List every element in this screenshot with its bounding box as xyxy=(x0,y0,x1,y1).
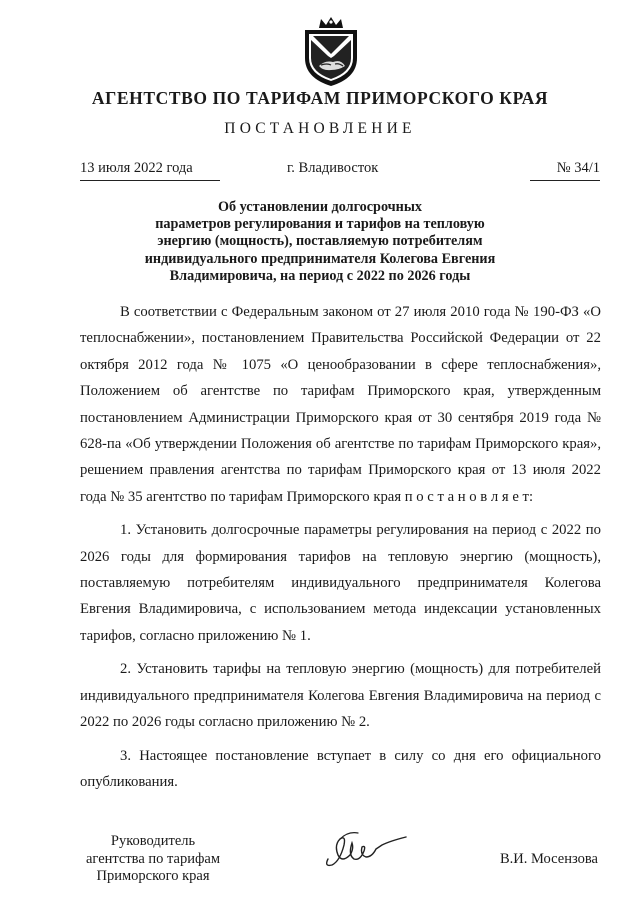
title-line: Об установлении долгосрочных xyxy=(217,199,423,215)
signatory-position xyxy=(83,833,223,886)
title-line: индивидуального предпринимателя Колегова Евгения xyxy=(144,250,496,267)
document-date: 13 июля 2022 года xyxy=(80,160,220,181)
signatory-name: В.И. Мосензова xyxy=(500,851,598,867)
title-line: Владимировича, на период с 2022 по 2026 годы xyxy=(169,267,471,284)
position-line: Руководитель xyxy=(110,833,196,849)
document-title xyxy=(120,199,520,285)
position-line: агентства по тарифам xyxy=(86,850,220,867)
document-number: № 34/1 xyxy=(530,160,600,181)
document-city: г. Владивосток xyxy=(287,160,379,176)
resolution-item-2: 2. Установить тарифы на тепловую энергию (мощность) для потребителей индивидуального предпринимателя Колегова Евгения Владимировича на период с 2022 по 2026 годы согласно приложению № 2. xyxy=(80,661,601,731)
agency-name: АГЕНТСТВО ПО ТАРИФАМ ПРИМОРСКОГО КРАЯ xyxy=(91,88,549,108)
resolution-item-1: 1. Установить долгосрочные параметры регулирования на период с 2022 по 2026 годы для формирования тарифов на тепловую энергию (мощность), поставляемую потребителям индивидуального предпринимателя Колегова Евгения Владимировича, с использованием метода индексации установленных тарифов, согласно приложению № 1. xyxy=(80,522,601,644)
coat-of-arms-icon xyxy=(301,14,361,88)
document-body xyxy=(80,299,601,795)
title-line: энергию (мощность), поставляемую потребителям xyxy=(157,233,483,250)
handwritten-signature-icon xyxy=(318,815,412,873)
position-line: Приморского края xyxy=(96,868,210,884)
resolution-item-3: 3. Настоящее постановление вступает в силу со дня его официального опубликования. xyxy=(80,747,601,790)
title-line: параметров регулирования и тарифов на тепловую xyxy=(155,216,485,233)
preamble-paragraph: В соответствии с Федеральным законом от 27 июля 2010 года № 190-ФЗ «О теплоснабжении», постановлением Правительства Российской Федерации от 22 октября 2012 года № 1075 «О ценообразовании в сфере теплоснабжения», Положением об агентстве по тарифам Приморского края, утвержденным постановлением Администрации Приморского края от 30 сентября 2019 года № 628-па «Об утверждении Положения об агентстве по тарифам Приморского края», решением правления агентства по тарифам Приморского края от 13 июля 2022 года № 35 агентство по тарифам Приморского края п о с т а н о в л я е т: xyxy=(80,304,601,505)
document-type: ПОСТАНОВЛЕНИЕ xyxy=(224,120,416,137)
